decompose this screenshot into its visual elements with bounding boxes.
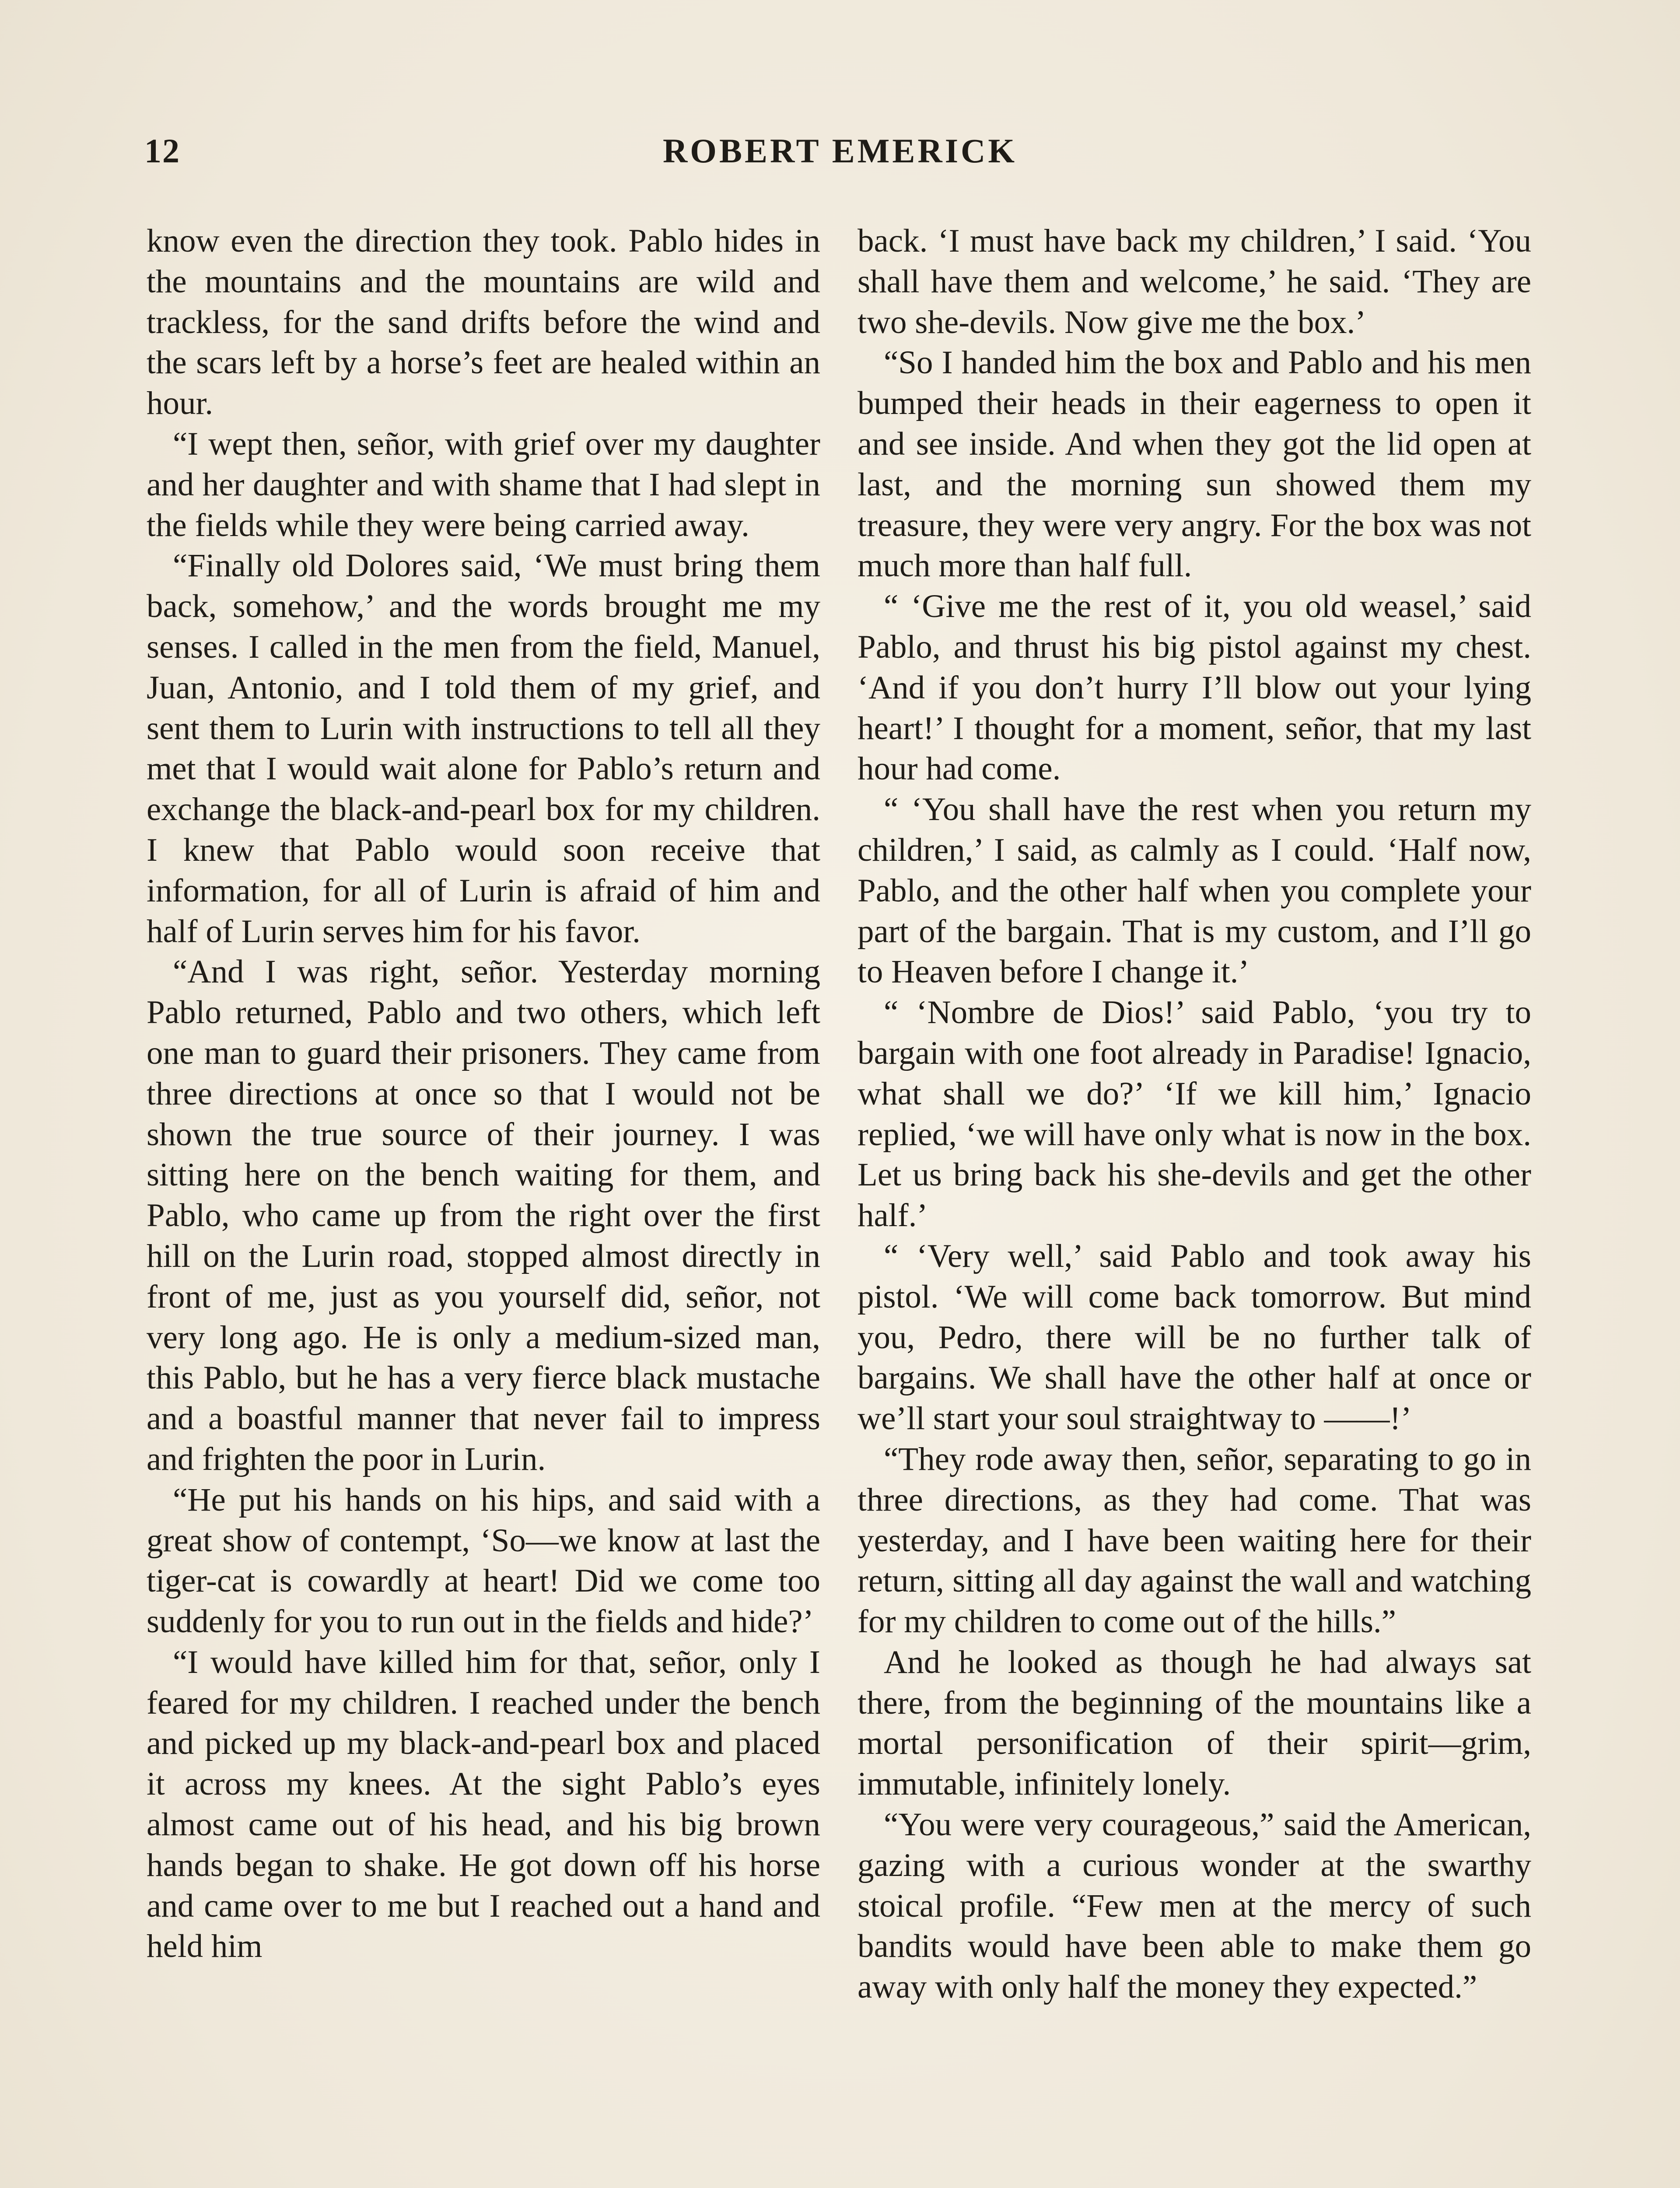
right-column	[858, 221, 1531, 2008]
paragraph: “He put his hands on his hips, and said with a great show of contempt, ‘So—we know at last the tiger-cat is cowardly at heart! Did we come too suddenly for you to run out in the fields and hide?’	[147, 1481, 820, 1640]
paragraph: “Finally old Dolores said, ‘We must bring them back, somehow,’ and the words brought me my senses. I called in the men from the field, Manuel, Juan, Antonio, and I told them of my grief, and sent them to Lurin with instructions to tell all they met that I would wait alone for Pablo’s return and exchange the black-and-pearl box for my children. I knew that Pablo would soon receive that information, for all of Lurin is afraid of him and half of Lurin serves him for his favor.	[147, 547, 820, 950]
paragraph: “I wept then, señor, with grief over my daughter and her daughter and with shame that I had slept in the fields while they were being carried away.	[147, 425, 820, 543]
paragraph: “So I handed him the box and Pablo and his men bumped their heads in their eagerness to open it and see inside. And when they got the lid open at last, and the morning sun showed them my treasure, they were very angry. For the box was not much more than half full.	[858, 344, 1531, 584]
paragraph: And he looked as though he had always sat there, from the beginning of the mountains like a mortal personification of their spirit—grim, immutable, infinitely lonely.	[858, 1644, 1531, 1802]
paragraph: “They rode away then, señor, separating to go in three directions, as they had come. That was yesterday, and I have been waiting here for their return, sitting all day against the wall and watching for my children to come out of the hills.”	[858, 1441, 1531, 1640]
paragraph: “You were very courageous,” said the American, gazing with a curious wonder at the swarthy stoical profile. “Few men at the mercy of such bandits would have been able to make them go away with only half the money they expected.”	[858, 1806, 1531, 2006]
paragraph: “And I was right, señor. Yesterday morning Pablo returned, Pablo and two others, which left one man to guard their prisoners. They came from three directions at once so that I would not be shown the true source of their journey. I was sitting here on the bench waiting for them, and Pablo, who came up from the right over the first hill on the Lurin road, stopped almost directly in front of me, just as you yourself did, señor, not very long ago. He is only a medium-sized man, this Pablo, but he has a very fierce black mustache and a boastful manner that never fail to impress and frighten the poor in Lurin.	[147, 954, 820, 1477]
paragraph: back. ‘I must have back my children,’ I said. ‘You shall have them and welcome,’ he said. ‘They are two she-devils. Now give me the box.’	[858, 223, 1531, 340]
running-head: ROBERT EMERICK	[662, 132, 1018, 170]
page-header	[144, 131, 1536, 179]
paragraph: “I would have killed him for that, señor, only I feared for my children. I reached under the bench and picked up my black-and-pearl box and placed it across my knees. At the sight Pablo’s eyes almost came out of his head, and his big brown hands began to shake. He got down off his horse and came over to me but I reached out a hand and held him	[147, 1644, 820, 1965]
paragraph: “ ‘You shall have the rest when you return my children,’ I said, as calmly as I could. ‘Half now, Pablo, and the other half when you complete your part of the bargain. That is my custom, and I’ll go to Heaven before I change it.’	[858, 791, 1531, 990]
paragraph: “ ‘Very well,’ said Pablo and took away his pistol. ‘We will come back tomorrow. But mind you, Pedro, there will be no further talk of bargains. We shall have the other half at once or we’ll start your soul straightway to ——!’	[858, 1238, 1531, 1437]
paragraph: “ ‘Give me the rest of it, you old weasel,’ said Pablo, and thrust his big pistol against my chest. ‘And if you don’t hurry I’ll blow out your lying heart!’ I thought for a moment, señor, that my last hour had come.	[858, 588, 1531, 787]
page-number: 12	[144, 132, 180, 170]
paragraph: “ ‘Nombre de Dios!’ said Pablo, ‘you try to bargain with one foot already in Paradise! Ignacio, what shall we do?’ ‘If we kill him,’ Ignacio replied, ‘we will have only what is now in the box. Let us bring back his she-devils and get the other half.’	[858, 994, 1531, 1234]
left-column	[147, 221, 820, 1967]
paragraph: know even the direction they took. Pablo hides in the mountains and the mountains are wild and trackless, for the sand drifts before the wind and the scars left by a horse’s feet are healed within an hour.	[147, 223, 820, 422]
